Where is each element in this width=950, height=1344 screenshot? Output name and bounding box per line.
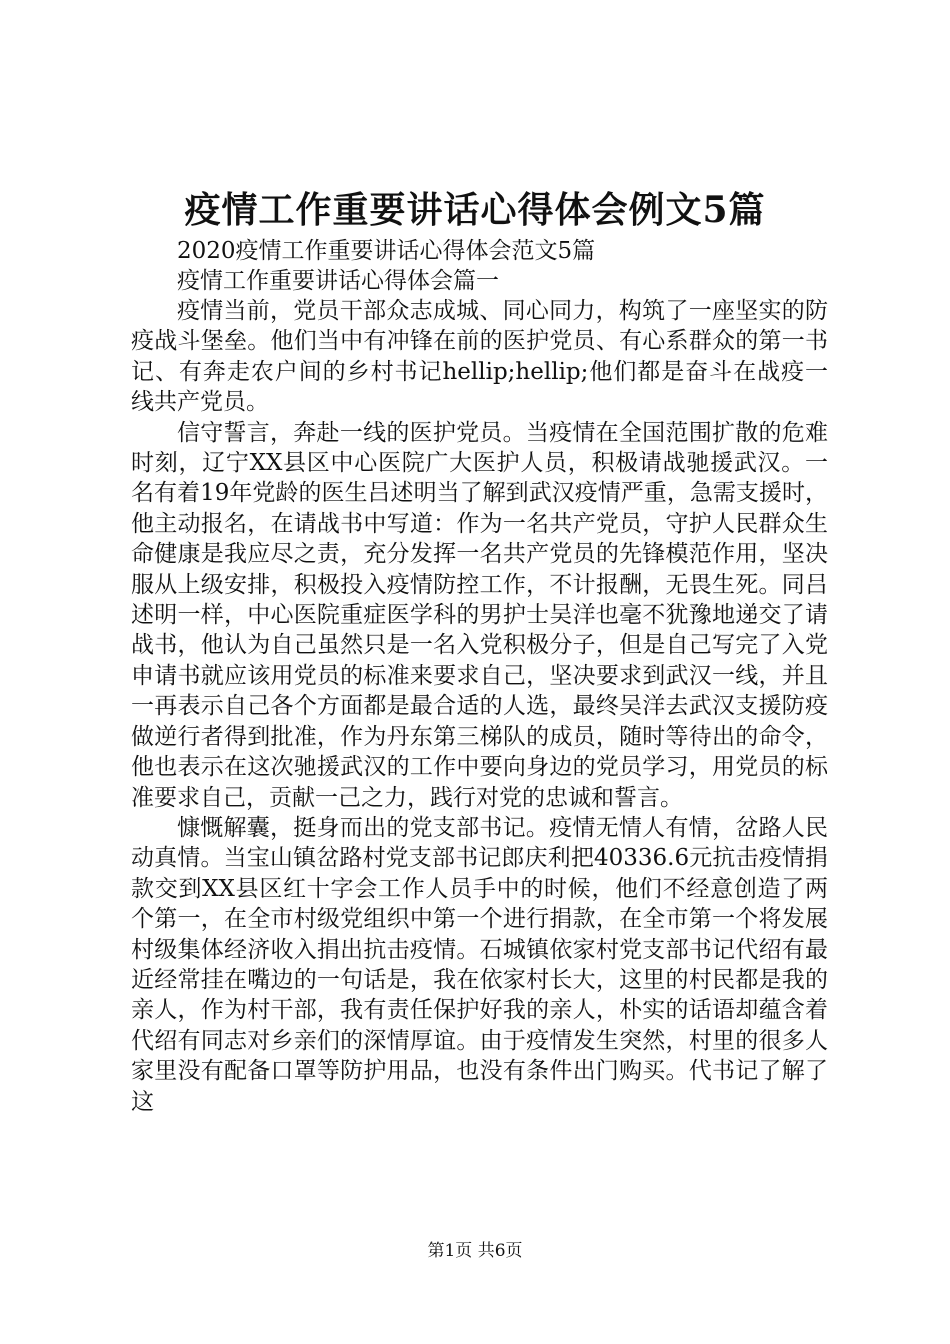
- document-title: 疫情工作重要讲话心得体会例文5篇: [184, 189, 766, 231]
- document-body: [131, 236, 828, 1117]
- paragraph-2: 信守誓言，奔赴一线的医护党员。当疫情在全国范围扩散的危难时刻，辽宁XX县区中心医院广大医护人员，积极请战驰援武汉。一名有着19年党龄的医生吕述明当了解到武汉疫情严重，急需支援时，他主动报名，在请战书中写道：作为一名共产党员，守护人民群众生命健康是我应尽之责，充分发挥一名共产党员的先锋模范作用，坚决服从上级安排，积极投入疫情防控工作，不计报酬，无畏生死。同吕述明一样，中心医院重症医学科的男护士吴洋也毫不犹豫地递交了请战书，他认为自己虽然只是一名入党积极分子，但是自己写完了入党申请书就应该用党员的标准来要求自己，坚决要求到武汉一线，并且一再表示自己各个方面都是最合适的人选，最终吴洋去武汉支援防疫做逆行者得到批准，作为丹东第三梯队的成员，随时等待出的命令，他也表示在这次驰援武汉的工作中要向身边的党员学习，用党员的标准要求自己，贡献一己之力，践行对党的忠诚和誓言。: [131, 419, 828, 811]
- page-footer: 第1页 共6页: [427, 1241, 523, 1261]
- paragraph-3: 慷慨解囊，挺身而出的党支部书记。疫情无情人有情，岔路人民动真情。当宝山镇岔路村党支部书记郎庆利把40336.6元抗击疫情捐款交到XX县区红十字会工作人员手中的时候，他们不经意创造了两个第一，在全市村级党组织中第一个进行捐款，在全市第一个将发展村级集体经济收入捐出抗击疫情。石城镇依家村党支部书记代绍有最近经常挂在嘴边的一句话是，我在依家村长大，这里的村民都是我的亲人，作为村干部，我有责任保护好我的亲人，朴实的话语却蕴含着代绍有同志对乡亲们的深情厚谊。由于疫情发生突然，村里的很多人家里没有配备口罩等防护用品，也没有条件出门购买。代书记了解了这: [131, 814, 828, 1115]
- paragraph-1: 疫情当前，党员干部众志成城、同心同力，构筑了一座坚实的防疫战斗堡垒。他们当中有冲锋在前的医护党员、有心系群众的第一书记、有奔走农户间的乡村书记hellip;hellip;他们都是奋斗在战疫一线共产党员。: [131, 298, 828, 416]
- section-heading: 疫情工作重要讲话心得体会篇一: [177, 268, 499, 294]
- document-subtitle: 2020疫情工作重要讲话心得体会范文5篇: [177, 238, 596, 264]
